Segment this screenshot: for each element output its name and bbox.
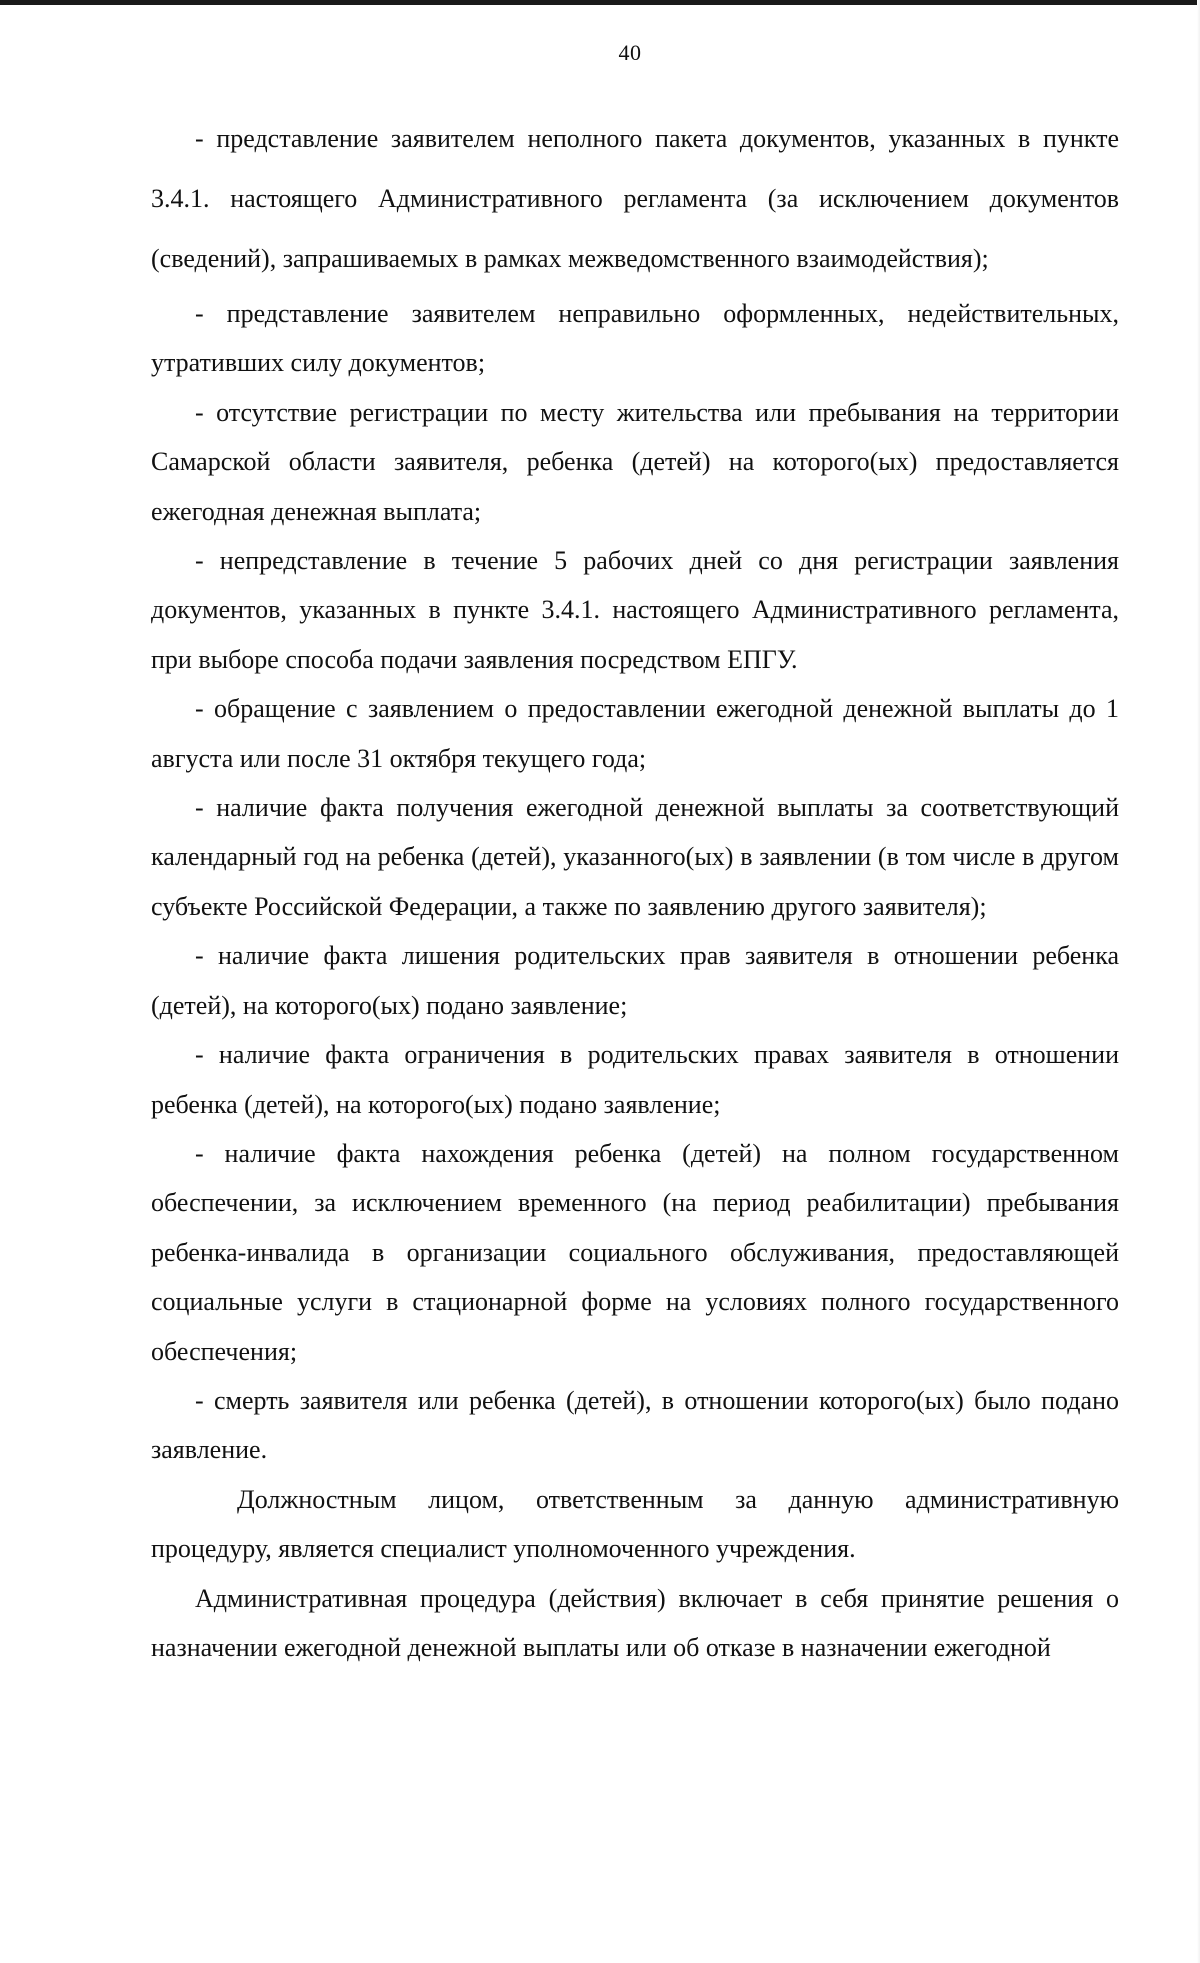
page-number: 40 (618, 40, 642, 65)
paragraph-incomplete-documents: - представление заявителем неполного пакета документов, указанных в пункте 3.4.1. настоящего Административного регламента (за исключением документов (сведений), запрашиваемых в рамках межведомственного взаимодействия); (151, 124, 1119, 273)
paragraph-invalid-documents: - представление заявителем неправильно оформленных, недействительных, утративших силу документов; (151, 299, 1119, 378)
paragraph-documents-not-submitted: - непредставление в течение 5 рабочих дней со дня регистрации заявления документов, указанных в пункте 3.4.1. настоящего Административного регламента, при выборе способа подачи заявления посредством ЕПГУ. (151, 546, 1119, 674)
paragraph-parental-rights-restricted: - наличие факта ограничения в родительских правах заявителя в отношении ребенка (детей), на которого(ых) подано заявление; (151, 1040, 1119, 1119)
paragraph-administrative-procedure: Административная процедура (действия) включает в себя принятие решения о назначении ежегодной денежной выплаты или об отказе в назначении ежегодной (151, 1583, 1119, 1662)
paragraph-parental-rights-deprived: - наличие факта лишения родительских прав заявителя в отношении ребенка (детей), на которого(ых) подано заявление; (151, 941, 1119, 1020)
paragraph-no-registration: - отсутствие регистрации по месту жительства или пребывания на территории Самарской области заявителя, ребенка (детей) на которого(ых) предоставляется ежегодная денежная выплата; (151, 397, 1119, 526)
paragraph-death: - смерть заявителя или ребенка (детей), в отношении которого(ых) было подано заявление. (151, 1385, 1119, 1465)
paragraph-responsible-official: Должностным лицом, ответственным за данную административную процедуру, является специалист уполномоченного учреждения. (151, 1484, 1119, 1564)
paragraph-application-timing: - обращение с заявлением о предоставлении ежегодной денежной выплаты до 1 августа или после 31 октября текущего года; (151, 694, 1119, 773)
document-body (151, 109, 1119, 1672)
paragraph-state-support: - наличие факта нахождения ребенка (детей) на полном государственном обеспечении, за исключением временного (на период реабилитации) пребывания ребенка-инвалида в организации социального обслуживания, предоставляющей социальные услуги в стационарной форме на условиях полного государственного обеспечения; (151, 1138, 1119, 1366)
paragraph-payment-already-received: - наличие факта получения ежегодной денежной выплаты за соответствующий календарный год на ребенка (детей), указанного(ых) в заявлении (в том числе в другом субъекте Российской Федерации, а также по заявлению другого заявителя); (151, 793, 1119, 921)
top-border-line (0, 0, 1200, 5)
